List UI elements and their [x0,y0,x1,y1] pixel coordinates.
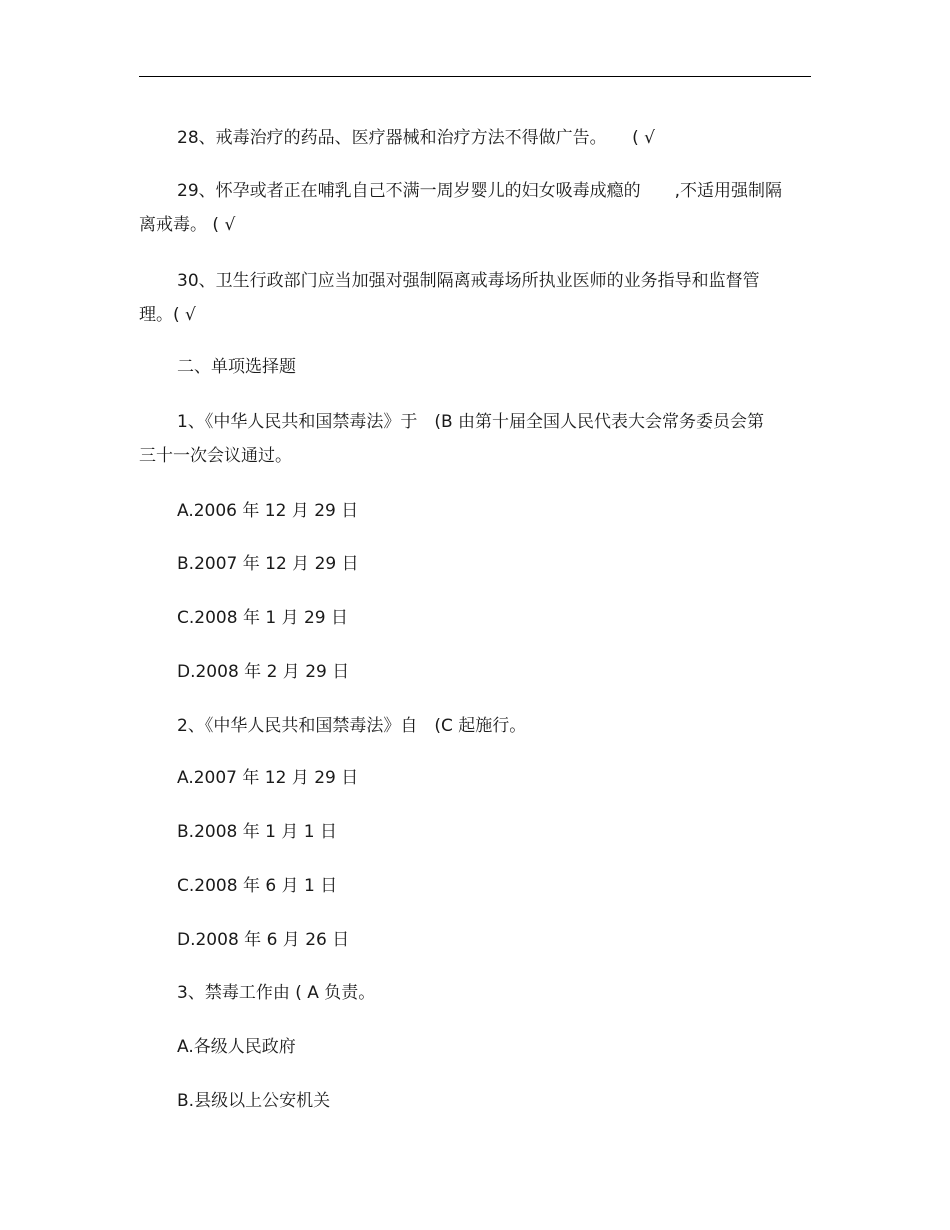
question-2-option-d: D.2008 年 6 月 26 日 [177,930,350,950]
true-false-item-28: 28、戒毒治疗的药品、医疗器械和治疗方法不得做广告。 ( √ [177,128,655,148]
question-2: 2、《中华人民共和国禁毒法》自 (C 起施行。 [177,716,527,736]
question-3-option-a: A.各级人民政府 [177,1037,296,1057]
question-1-option-d: D.2008 年 2 月 29 日 [177,662,350,682]
true-false-item-29-cont: 离戒毒。 ( √ [139,215,236,235]
question-1-option-a: A.2006 年 12 月 29 日 [177,501,359,521]
question-1-cont: 三十一次会议通过。 [139,446,292,466]
question-1-option-b: B.2007 年 12 月 29 日 [177,554,359,574]
question-1-option-c: C.2008 年 1 月 29 日 [177,608,349,628]
question-2-option-a: A.2007 年 12 月 29 日 [177,768,359,788]
true-false-item-29: 29、怀孕或者正在哺乳自己不满一周岁婴儿的妇女吸毒成瘾的 ,不适用强制隔 [177,181,783,201]
question-1: 1、《中华人民共和国禁毒法》于 (B 由第十届全国人民代表大会常务委员会第 [177,412,765,432]
question-3-option-b: B.县级以上公安机关 [177,1091,331,1111]
question-2-option-b: B.2008 年 1 月 1 日 [177,822,337,842]
question-3: 3、禁毒工作由 ( A 负责。 [177,983,376,1003]
section-heading: 二、单项选择题 [177,357,296,377]
question-2-option-c: C.2008 年 6 月 1 日 [177,876,338,896]
true-false-item-30: 30、卫生行政部门应当加强对强制隔离戒毒场所执业医师的业务指导和监督管 [177,271,760,291]
header-rule [139,76,811,77]
true-false-item-30-cont: 理。( √ [139,305,196,325]
